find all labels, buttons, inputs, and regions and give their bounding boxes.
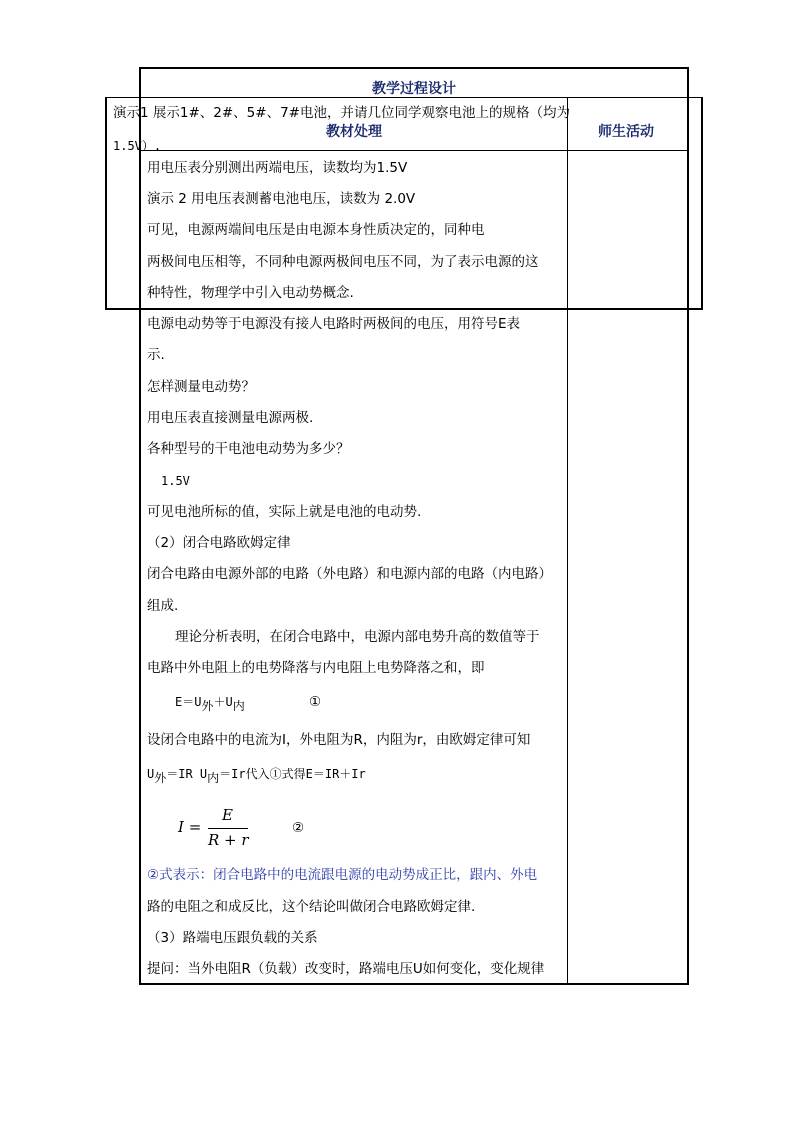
table-border-bottom: [140, 983, 689, 985]
body-line: 设闭合电路中的电流为I，外电阻为R，内阻为r，由欧姆定律可知: [147, 732, 531, 748]
body-line: 电路中外电阻上的电势降落与内电阻上电势降落之和，即: [147, 660, 485, 676]
textbox-border-right: [701, 97, 703, 309]
body-line: 怎样测量电动势？: [147, 379, 255, 395]
textbox-border-bottom: [105, 308, 703, 310]
textbox-border-left: [105, 97, 107, 309]
equation-1-number: ①: [309, 694, 322, 710]
equation-2-numerator: E: [222, 806, 233, 824]
column-header-activities: 师生活动: [598, 124, 654, 140]
demo1-line1: 演示1 展示1#、2#、5#、7#电池，并请几位同学观察电池上的规格（均为: [113, 105, 570, 121]
body-line: （3）路端电压跟负载的关系: [147, 930, 318, 946]
body-line: 闭合电路由电源外部的电路（外电路）和电源内部的电路（内电路）: [147, 566, 552, 582]
body-line-highlight: ②式表示：闭合电路中的电流跟电源的电动势成正比，跟内、外电: [147, 867, 538, 883]
table-border-left: [139, 67, 141, 985]
equation-2-denominator: R + r: [208, 831, 249, 849]
body-line: 演示 2 用电压表测蓄电池电压，读数为 2.0V: [147, 191, 416, 207]
body-line: 用电压表直接测量电源两极.: [147, 410, 314, 426]
table-border-top: [140, 67, 689, 69]
body-line: 各种型号的干电池电动势为多少？: [147, 441, 350, 457]
body-line: 两极间电压相等，不同种电源两极间电压不同，为了表示电源的这: [147, 254, 539, 270]
body-line: 提问：当外电阻R（负载）改变时，路端电压U如何变化，变化规律: [147, 961, 545, 977]
body-line: 路的电阻之和成反比，这个结论叫做闭合电路欧姆定律.: [147, 899, 476, 915]
body-line: 示.: [147, 347, 165, 363]
body-line: （2）闭合电路欧姆定律: [147, 535, 291, 551]
body-line: 组成.: [147, 598, 179, 614]
equation-2-number: ②: [292, 820, 305, 836]
demo1-line2: 1.5V）.: [113, 139, 162, 153]
fraction-bar: [208, 828, 248, 829]
column-header-materials: 教材处理: [326, 124, 382, 140]
column-divider: [567, 97, 568, 984]
body-line-substitution: U外＝IR U内＝Ir代入①式得E＝IR＋Ir: [147, 767, 366, 785]
body-line: 理论分析表明，在闭合电路中，电源内部电势升高的数值等于: [175, 629, 540, 645]
body-line: 种特性，物理学中引入电动势概念.: [147, 285, 354, 301]
body-line: 1.5V: [161, 474, 190, 488]
body-line: 用电压表分别测出两端电压，读数均为1.5V: [147, 160, 408, 176]
body-line: 可见，电源两端间电压是由电源本身性质决定的，同种电: [147, 222, 485, 238]
equation-1: E＝U外＋U内: [175, 695, 245, 713]
equation-2-lhs: I =: [178, 818, 202, 836]
table-title: 教学过程设计: [372, 81, 456, 97]
table-border-right: [687, 67, 689, 985]
header-row-divider: [140, 150, 688, 151]
body-line: 电源电动势等于电源没有接人电路时两极间的电压，用符号E表: [147, 316, 521, 332]
body-line: 可见电池所标的值，实际上就是电池的电动势.: [147, 504, 422, 520]
